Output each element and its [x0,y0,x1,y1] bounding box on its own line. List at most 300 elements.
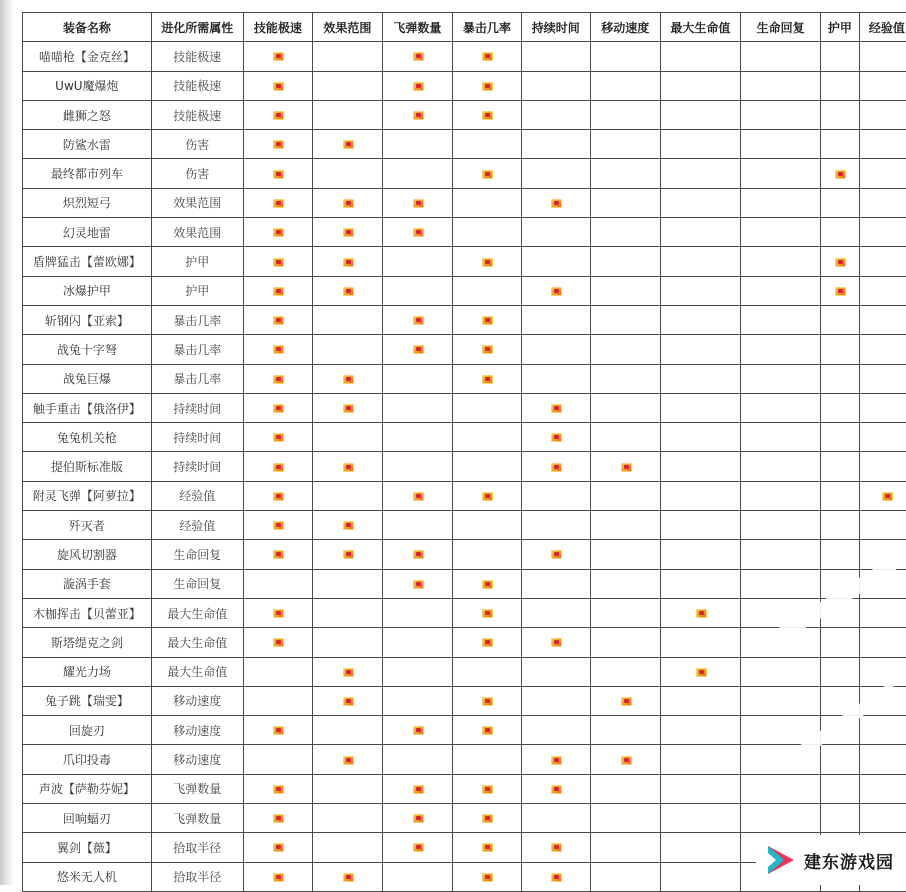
attribute-cell [453,42,521,71]
attribute-cell [243,42,312,71]
attribute-cell [820,276,859,305]
attribute-cell [660,159,741,188]
attribute-cell [521,393,590,422]
attribute-cell [660,598,741,627]
attribute-cell [453,804,521,833]
attribute-cell [313,364,382,393]
attribute-mark-icon [343,404,354,413]
attribute-cell [453,305,521,334]
evolution-attr-cell: 护甲 [151,276,243,305]
table-row [23,511,906,540]
attribute-cell [820,42,859,71]
evolution-attr-cell: 效果范围 [151,188,243,217]
attribute-mark-icon [482,843,493,852]
evolution-attr-cell: 经验值 [151,511,243,540]
attribute-cell [591,276,660,305]
attribute-cell [660,452,741,481]
attribute-mark-icon [482,258,493,267]
attribute-mark-icon [413,492,424,501]
attribute-cell [660,305,741,334]
attribute-mark-icon [413,228,424,237]
attribute-cell [453,218,521,247]
attribute-mark-icon [482,697,493,706]
table-row [23,188,906,217]
table-row [23,42,906,71]
attribute-cell [660,188,741,217]
attribute-mark-icon [273,140,284,149]
attribute-cell [243,305,312,334]
equipment-name-cell: 回旋刃 [23,716,152,745]
attribute-cell [243,657,312,686]
attribute-cell [741,511,821,540]
attribute-cell [741,305,821,334]
attribute-cell [382,42,453,71]
equipment-name-cell: 战兔巨爆 [23,364,152,393]
table-row [23,305,906,334]
attribute-cell [313,540,382,569]
attribute-mark-icon [551,433,562,442]
attribute-cell [820,305,859,334]
evolution-attr-cell: 持续时间 [151,452,243,481]
attribute-cell [521,598,590,627]
evolution-attr-cell: 拾取半径 [151,833,243,862]
attribute-cell [591,130,660,159]
attribute-cell [859,657,906,686]
attribute-cell [591,335,660,364]
attribute-cell [660,130,741,159]
table-row [23,540,906,569]
attribute-cell [859,745,906,774]
table-body [23,42,906,892]
equipment-name-cell: 兔兔机关枪 [23,423,152,452]
attribute-mark-icon [482,873,493,882]
evolution-attr-cell: 最大生命值 [151,657,243,686]
evolution-attr-cell: 移动速度 [151,745,243,774]
attribute-cell [521,452,590,481]
attribute-mark-icon [273,550,284,559]
attribute-cell [453,862,521,891]
attribute-cell [382,686,453,715]
attribute-cell [820,188,859,217]
header-crit-chance: 暴击几率 [453,13,521,42]
attribute-mark-icon [343,287,354,296]
attribute-cell [591,423,660,452]
attribute-mark-icon [343,550,354,559]
attribute-cell [453,686,521,715]
attribute-cell [313,862,382,891]
attribute-mark-icon [551,873,562,882]
attribute-mark-icon [273,638,284,647]
attribute-mark-icon [343,258,354,267]
attribute-cell [313,188,382,217]
evolution-attr-cell: 暴击几率 [151,305,243,334]
attribute-cell [453,745,521,774]
header-ability-haste: 技能极速 [243,13,312,42]
equipment-name-cell: 兔子跳【瑞雯】 [23,686,152,715]
header-move-speed: 移动速度 [591,13,660,42]
attribute-cell [591,452,660,481]
attribute-cell [521,569,590,598]
table-row [23,247,906,276]
attribute-cell [521,481,590,510]
attribute-cell [453,71,521,100]
evolution-attr-cell: 飞弹数量 [151,804,243,833]
equipment-name-cell: 翼剑【薇】 [23,833,152,862]
attribute-cell [660,335,741,364]
attribute-cell [741,423,821,452]
attribute-cell [591,100,660,129]
attribute-cell [591,188,660,217]
attribute-cell [660,511,741,540]
attribute-mark-icon [413,550,424,559]
attribute-cell [243,716,312,745]
attribute-mark-icon [413,316,424,325]
attribute-cell [820,745,859,774]
attribute-cell [741,364,821,393]
attribute-cell [859,100,906,129]
attribute-mark-icon [273,228,284,237]
attribute-cell [382,862,453,891]
attribute-cell [453,774,521,803]
attribute-cell [859,276,906,305]
attribute-cell [820,71,859,100]
attribute-cell [591,833,660,862]
attribute-cell [521,364,590,393]
attribute-cell [660,540,741,569]
table-row [23,481,906,510]
attribute-mark-icon [551,785,562,794]
attribute-cell [741,804,821,833]
attribute-cell [521,716,590,745]
attribute-cell [313,686,382,715]
evolution-attr-cell: 持续时间 [151,423,243,452]
evolution-attr-cell: 最大生命值 [151,598,243,627]
attribute-mark-icon [273,287,284,296]
attribute-mark-icon [482,609,493,618]
attribute-cell [521,100,590,129]
attribute-mark-icon [882,492,893,501]
attribute-cell [243,276,312,305]
evolution-attr-cell: 最大生命值 [151,628,243,657]
attribute-cell [313,42,382,71]
attribute-mark-icon [273,873,284,882]
attribute-cell [591,804,660,833]
attribute-cell [382,423,453,452]
attribute-mark-icon [621,756,632,765]
attribute-cell [243,423,312,452]
attribute-cell [521,833,590,862]
attribute-mark-icon [273,785,284,794]
attribute-cell [382,71,453,100]
attribute-cell [243,71,312,100]
equipment-name-cell: 歼灭者 [23,511,152,540]
attribute-cell [382,188,453,217]
attribute-cell [521,305,590,334]
attribute-cell [591,393,660,422]
attribute-cell [859,188,906,217]
attribute-cell [859,159,906,188]
attribute-cell [660,628,741,657]
attribute-cell [243,364,312,393]
attribute-cell [660,716,741,745]
table-row [23,774,906,803]
page-edge-shadow [0,0,14,885]
attribute-mark-icon [273,404,284,413]
attribute-cell [591,511,660,540]
attribute-mark-icon [273,170,284,179]
attribute-mark-icon [482,316,493,325]
attribute-cell [453,364,521,393]
attribute-cell [521,745,590,774]
equipment-name-cell: 悠米无人机 [23,862,152,891]
attribute-mark-icon [273,521,284,530]
attribute-mark-icon [273,726,284,735]
attribute-cell [820,481,859,510]
attribute-cell [453,247,521,276]
attribute-mark-icon [551,756,562,765]
attribute-mark-icon [273,492,284,501]
table-row [23,130,906,159]
attribute-cell [591,628,660,657]
attribute-cell [660,423,741,452]
attribute-cell [243,774,312,803]
equipment-name-cell: 附灵飞弹【阿萝拉】 [23,481,152,510]
equipment-name-cell: 斯塔缇克之剑 [23,628,152,657]
attribute-cell [453,276,521,305]
attribute-cell [859,452,906,481]
attribute-cell [660,686,741,715]
attribute-cell [382,716,453,745]
attribute-mark-icon [343,375,354,384]
attribute-mark-icon [551,463,562,472]
evolution-attr-cell: 移动速度 [151,716,243,745]
attribute-cell [820,159,859,188]
table-row [23,657,906,686]
attribute-mark-icon [482,638,493,647]
attribute-cell [243,569,312,598]
attribute-cell [591,305,660,334]
evolution-attr-cell: 持续时间 [151,393,243,422]
attribute-cell [382,100,453,129]
evolution-attr-cell: 技能极速 [151,71,243,100]
attribute-cell [243,130,312,159]
attribute-cell [859,628,906,657]
attribute-cell [382,481,453,510]
attribute-cell [453,393,521,422]
attribute-cell [521,804,590,833]
attribute-cell [243,188,312,217]
attribute-mark-icon [482,111,493,120]
attribute-cell [313,628,382,657]
attribute-cell [820,364,859,393]
table-row [23,100,906,129]
table-container [22,12,906,892]
attribute-mark-icon [273,609,284,618]
attribute-cell [453,628,521,657]
attribute-cell [859,218,906,247]
attribute-cell [243,833,312,862]
header-health-regen: 生命回复 [741,13,821,42]
attribute-cell [660,71,741,100]
attribute-cell [741,188,821,217]
attribute-cell [382,774,453,803]
attribute-cell [453,423,521,452]
attribute-cell [660,393,741,422]
attribute-cell [859,481,906,510]
attribute-mark-icon [413,111,424,120]
attribute-cell [741,686,821,715]
table-row [23,364,906,393]
attribute-cell [521,42,590,71]
evolution-attr-cell: 伤害 [151,159,243,188]
attribute-mark-icon [482,580,493,589]
attribute-mark-icon [482,726,493,735]
attribute-cell [741,569,821,598]
attribute-cell [741,452,821,481]
attribute-cell [859,423,906,452]
attribute-cell [382,364,453,393]
evolution-attr-cell: 生命回复 [151,540,243,569]
attribute-mark-icon [835,170,846,179]
attribute-cell [859,393,906,422]
attribute-cell [591,247,660,276]
equipment-name-cell: 耀光力场 [23,657,152,686]
evolution-attr-cell: 经验值 [151,481,243,510]
attribute-cell [591,218,660,247]
attribute-mark-icon [273,814,284,823]
header-max-health: 最大生命值 [660,13,741,42]
attribute-cell [382,335,453,364]
equipment-name-cell: UwU魔爆炮 [23,71,152,100]
attribute-cell [382,833,453,862]
attribute-mark-icon [696,668,707,677]
attribute-cell [243,481,312,510]
attribute-cell [741,657,821,686]
attribute-cell [521,862,590,891]
attribute-cell [820,657,859,686]
attribute-cell [820,335,859,364]
attribute-cell [741,335,821,364]
attribute-cell [453,540,521,569]
evolution-attr-cell: 效果范围 [151,218,243,247]
table-row [23,218,906,247]
equipment-name-cell: 最终都市列车 [23,159,152,188]
attribute-mark-icon [273,345,284,354]
attribute-mark-icon [696,609,707,618]
table-header-row [23,13,906,42]
header-armor: 护甲 [820,13,859,42]
attribute-mark-icon [343,756,354,765]
attribute-mark-icon [343,140,354,149]
play-triangle-icon [764,843,798,877]
attribute-cell [660,276,741,305]
attribute-cell [591,481,660,510]
attribute-cell [521,218,590,247]
equipment-name-cell: 防鲨水雷 [23,130,152,159]
equipment-name-cell: 木枷挥击【贝蕾亚】 [23,598,152,627]
attribute-mark-icon [482,82,493,91]
attribute-mark-icon [413,726,424,735]
attribute-cell [820,774,859,803]
attribute-mark-icon [343,873,354,882]
attribute-cell [453,569,521,598]
attribute-cell [313,833,382,862]
equipment-name-cell: 战兔十字弩 [23,335,152,364]
attribute-cell [521,71,590,100]
evolution-attr-cell: 移动速度 [151,686,243,715]
attribute-mark-icon [273,463,284,472]
table-row [23,71,906,100]
attribute-mark-icon [413,580,424,589]
attribute-cell [820,804,859,833]
attribute-cell [660,247,741,276]
table-row [23,159,906,188]
attribute-cell [859,774,906,803]
equipment-name-cell: 爪印投毒 [23,745,152,774]
evolution-attr-cell: 拾取半径 [151,862,243,891]
attribute-mark-icon [413,843,424,852]
attribute-cell [453,716,521,745]
attribute-cell [820,100,859,129]
attribute-cell [820,423,859,452]
watermark [756,835,906,885]
attribute-cell [820,247,859,276]
attribute-cell [313,393,382,422]
attribute-cell [591,364,660,393]
attribute-cell [243,393,312,422]
attribute-cell [521,159,590,188]
attribute-cell [521,130,590,159]
table-row [23,393,906,422]
attribute-mark-icon [273,199,284,208]
attribute-mark-icon [413,785,424,794]
attribute-cell [313,423,382,452]
attribute-cell [243,686,312,715]
attribute-cell [243,218,312,247]
equipment-name-cell: 雌狮之怒 [23,100,152,129]
attribute-cell [660,774,741,803]
equipment-name-cell: 声波【萨勒芬妮】 [23,774,152,803]
equipment-name-cell: 回响蝠刃 [23,804,152,833]
attribute-cell [859,364,906,393]
header-experience: 经验值 [859,13,906,42]
attribute-cell [243,511,312,540]
attribute-cell [521,628,590,657]
attribute-cell [859,716,906,745]
attribute-cell [382,569,453,598]
attribute-cell [313,218,382,247]
attribute-cell [243,540,312,569]
equipment-evolution-table [22,12,906,892]
attribute-cell [591,42,660,71]
attribute-cell [591,774,660,803]
attribute-cell [591,745,660,774]
attribute-cell [820,452,859,481]
attribute-cell [859,804,906,833]
evolution-attr-cell: 技能极速 [151,42,243,71]
attribute-cell [313,774,382,803]
attribute-mark-icon [273,316,284,325]
attribute-mark-icon [482,814,493,823]
header-projectile-count: 飞弹数量 [382,13,453,42]
attribute-cell [521,335,590,364]
attribute-mark-icon [482,492,493,501]
attribute-cell [243,628,312,657]
table-row [23,423,906,452]
attribute-cell [741,540,821,569]
attribute-cell [313,159,382,188]
attribute-cell [660,364,741,393]
